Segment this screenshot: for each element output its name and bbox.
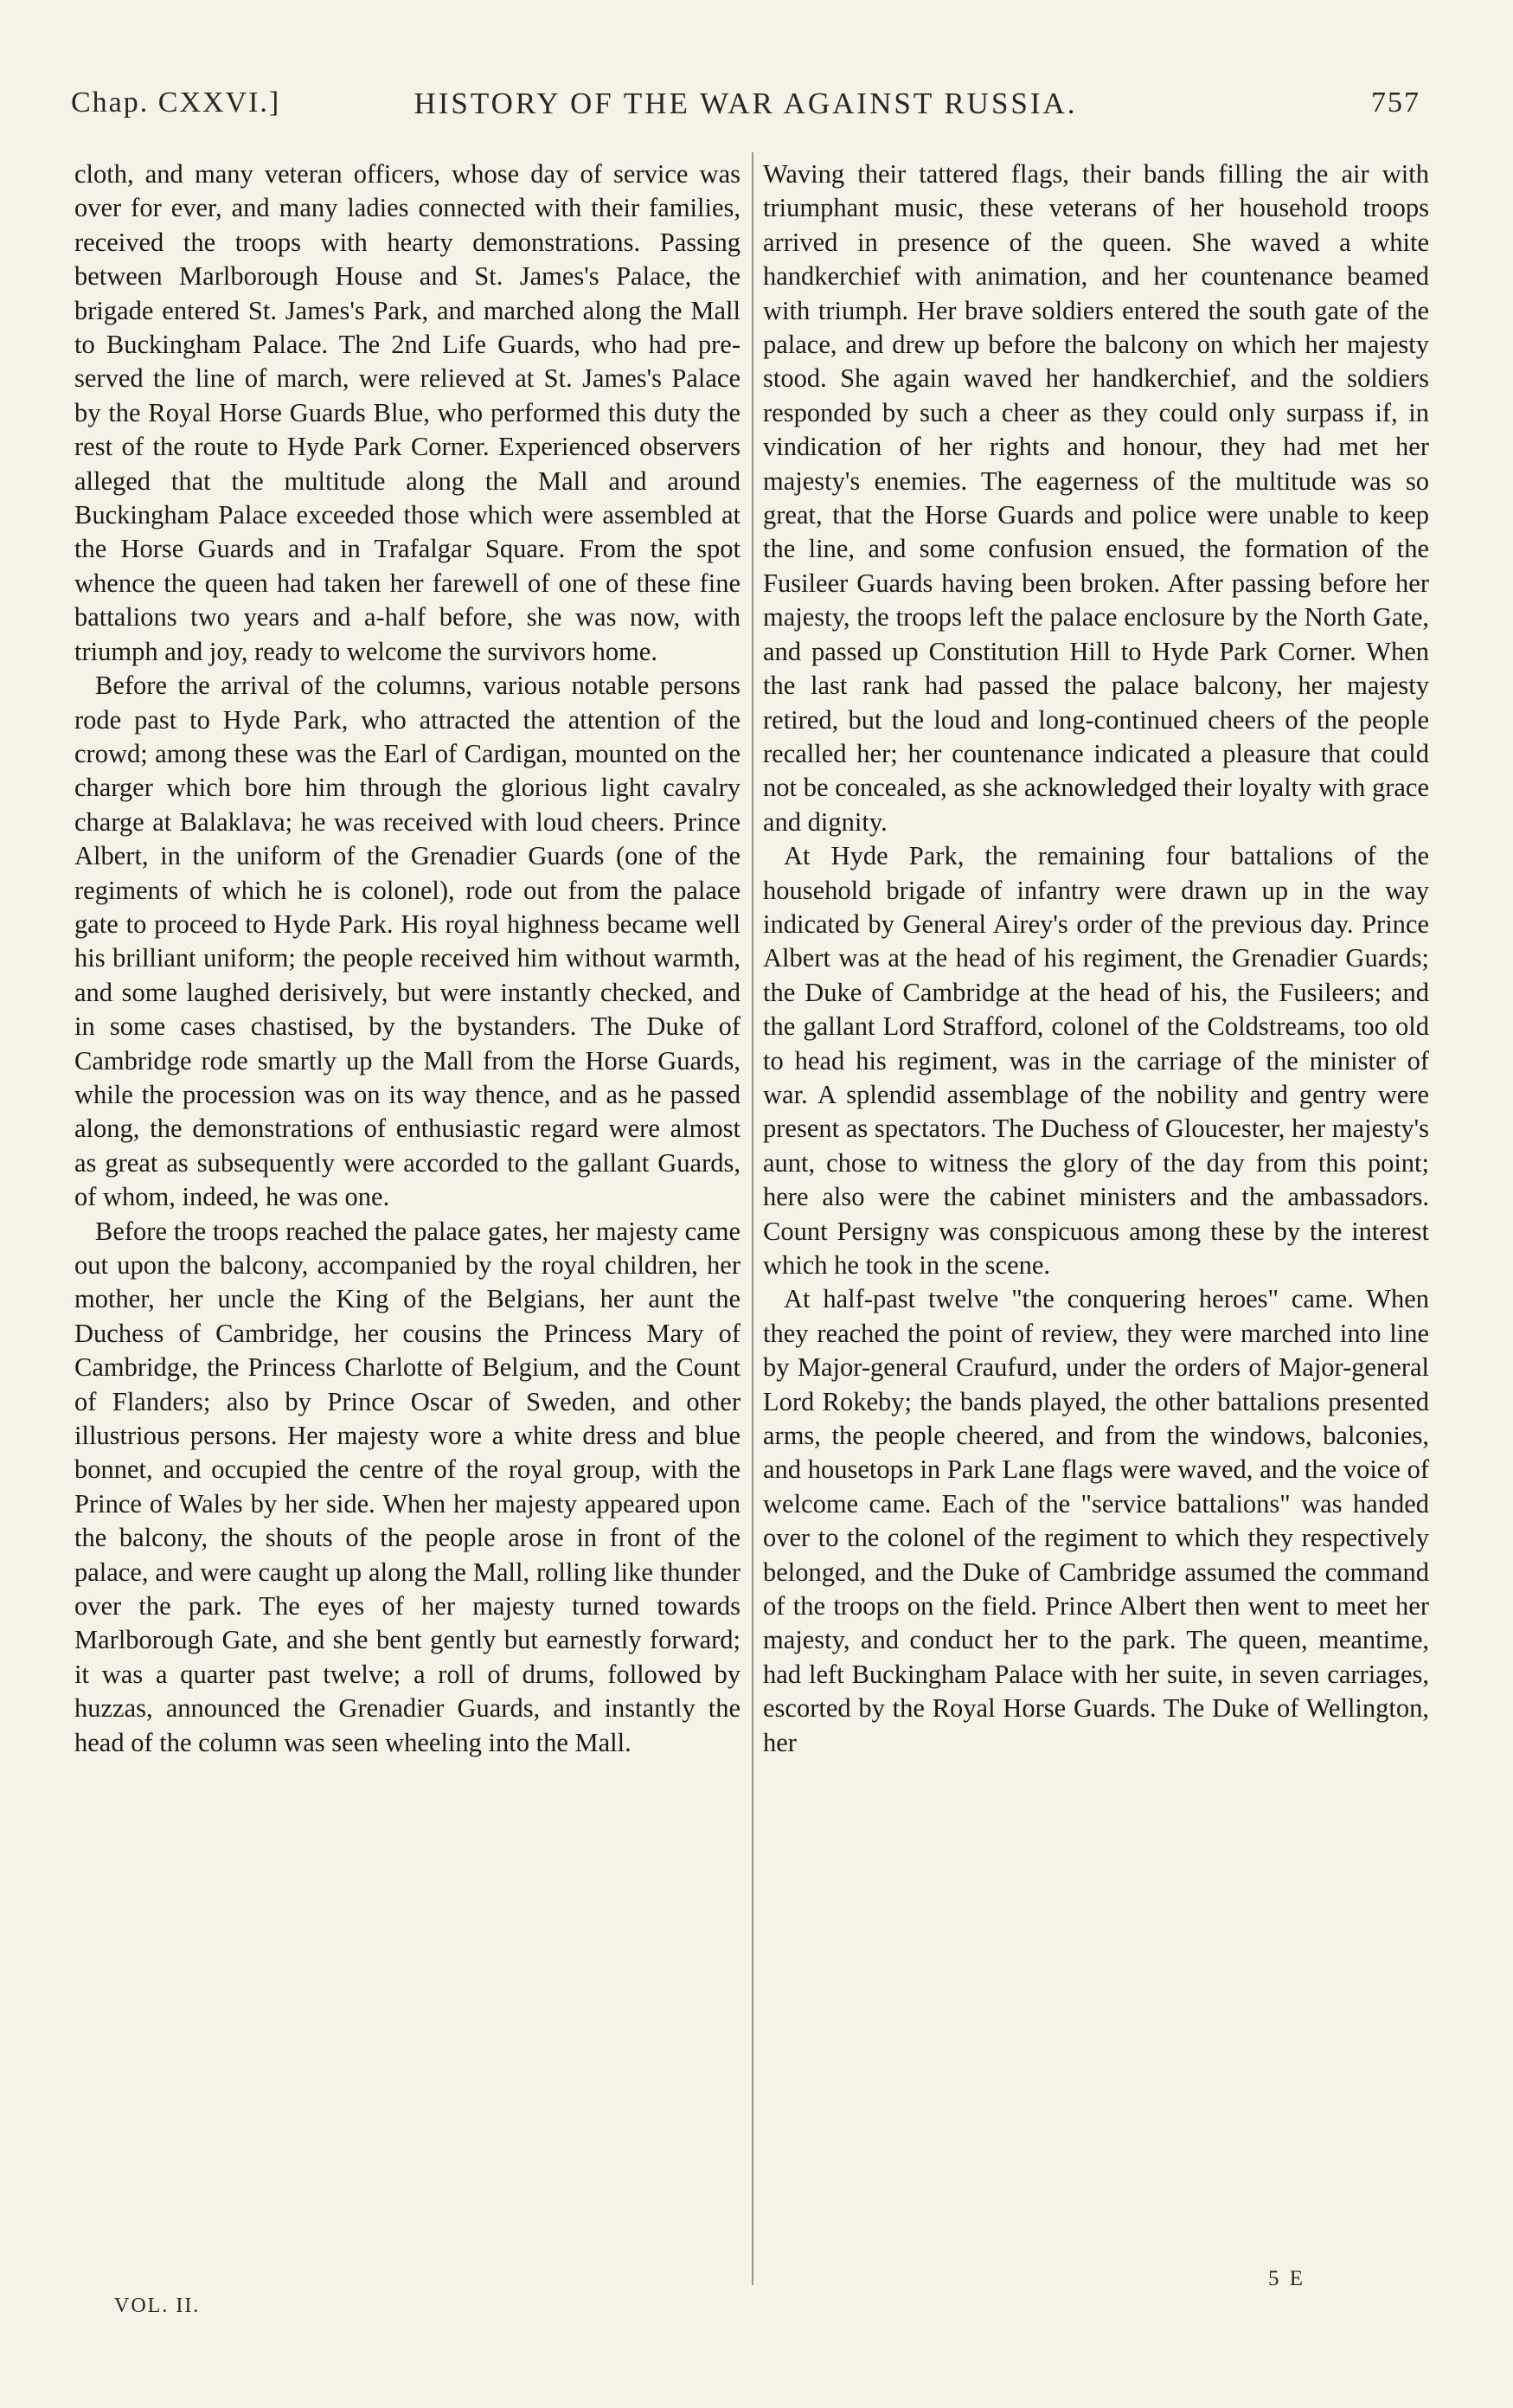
paragraph: Before the troops reached the palace gates, her majesty came out upon the balcony, accompanied by the royal children, her mother, her uncle the King of the Belgians, her aunt the Duchess of Cambridge, her cousins the Princess Mary of Cambridge, the Princess Charlotte of Belgium, and the Count of Flanders; also by Prince Oscar of Sweden, and other illustrious persons. Her majesty wore a white dress and blue bonnet, and occupied the centre of the royal group, with the Prince of Wales by her side. When her majesty appeared upon the balcony, the shouts of the people arose in front of the palace, and were caught up along the Mall, rolling like thunder over the park. The eyes of her majesty turned towards Marlborough Gate, and she bent gently but earnestly forward; it was a quarter past twelve; a roll of drums, followed by huzzas, announced the Grenadier Guards, and instantly the head of the column was seen wheeling into the Mall. [74, 1216, 740, 1757]
running-head [71, 87, 1420, 130]
page-number: 757 [1371, 87, 1420, 119]
paragraph: cloth, and many veteran officers, whose day of service was over for ever, and many ladies connected with their families, received the troops with hearty demonstrations. Passing between Marlborough House and St. James's Palace, the brigade entered St. James's Park, and marched along the Mall to Buckingham Palace. The 2nd Life Guards, who had preserved the line of march, were relieved at St. James's Palace by the Royal Horse Guards Blue, who performed this duty the rest of the route to Hyde Park Corner. Experienced observers alleged that the multitude along the Mall and around Buckingham Palace exceeded those which were assembled at the Horse Guards and in Trafalgar Square. From the spot whence the queen had taken her farewell of one of these fine battalions two years and a-half before, she was now, with triumph and joy, ready to welcome the survivors home. [74, 159, 740, 666]
column-divider [752, 152, 753, 2285]
signature-mark: 5 E [1268, 2267, 1306, 2290]
volume-label: VOL. II. [114, 2295, 201, 2317]
paragraph: Waving their tattered flags, their bands filling the air with triumphant music, these veterans of her household troops arrived in presence of the queen. She waved a white handkerchief with animation, and her countenance beamed with triumph. Her brave soldiers entered the south gate of the palace, and drew up before the balcony on which her majesty stood. She again waved her handkerchief, and the soldiers responded by such a cheer as they could only surpass if, in vindication of her rights and honour, they had met her majesty's enemies. The eagerness of the multitude was so great, that the Horse Guards and police were unable to keep the line, and some confusion ensued, the formation of the Fusileer Guards having been broken. After passing before her majesty, the troops left the palace enclosure by the North Gate, and passed up Constitution Hill to Hyde Park Corner. When the last rank had passed the palace balcony, her majesty retired, but the loud and long-continued cheers of the people recalled her; her countenance indicated a pleasure that could not be concealed, as she acknowledged their loyalty with grace and dignity. [763, 159, 1429, 837]
left-column [74, 157, 740, 1760]
paragraph: Before the arrival of the columns, various notable persons rode past to Hyde Park, who attracted the attention of the crowd; among these was the Earl of Cardigan, mounted on the charger which bore him through the glorious light cavalry charge at Balaklava; he was received with loud cheers. Prince Albert, in the uniform of the Grenadier Guards (one of the regiments of which he is colonel), rode out from the palace gate to proceed to Hyde Park. His royal highness became well his brilliant uniform; the people received him without warmth, and some laughed derisively, but were instantly checked, and in some cases chastised, by the bystanders. The Duke of Cambridge rode smartly up the Mall from the Horse Guards, while the procession was on its way thence, and as he passed along, the demonstrations of enthusiastic regard were almost as great as subsequently were accorded to the gallant Guards, of whom, indeed, he was one. [74, 671, 740, 1212]
running-title: HISTORY OF THE WAR AGAINST RUSSIA. [414, 87, 1078, 120]
chapter-label: Chap. CXXVI.] [71, 87, 281, 119]
right-column [763, 157, 1429, 1760]
paragraph: At half-past twelve "the conquering heroes" came. When they reached the point of review, they were marched into line by Major-general Craufurd, under the orders of Major-general Lord Rokeby; the bands played, the other battalions presented arms, the people cheered, and from the windows, balconies, and housetops in Park Lane flags were waved, and the voice of welcome came. Each of the "service battalions" was handed over to the colonel of the regiment to which they respectively belonged, and the Duke of Cambridge assumed the command of the troops on the field. Prince Albert then went to meet her majesty, and conduct her to the park. The queen, meantime, had left Buckingham Palace with her suite, in seven carriages, escorted by the Royal Horse Guards. The Duke of Wellington, her [763, 1284, 1429, 1757]
paragraph: At Hyde Park, the remaining four battalions of the household brigade of infantry were drawn up in the way indicated by General Airey's order of the previous day. Prince Albert was at the head of his regiment, the Grenadier Guards; the Duke of Cambridge at the head of his, the Fusileers; and the gallant Lord Strafford, colonel of the Coldstreams, too old to head his regiment, was in the carriage of the minister of war. A splendid assemblage of the nobility and gentry were present as spectators. The Duchess of Gloucester, her majesty's aunt, chose to witness the glory of the day from this point; here also were the cabinet ministers and the ambassadors. Count Persigny was conspicuous among these by the interest which he took in the scene. [763, 841, 1429, 1280]
